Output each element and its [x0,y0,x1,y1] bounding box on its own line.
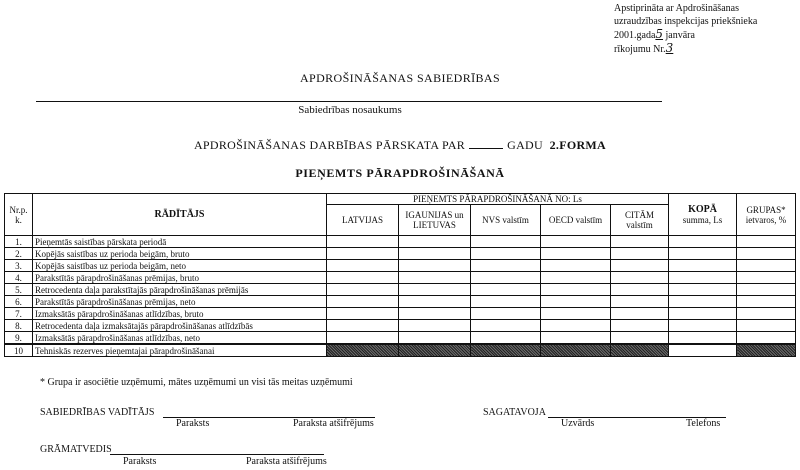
header-kopa-sub: summa, Ls [682,215,723,225]
input-cell-kopa[interactable] [669,284,737,296]
input-cell-kopa[interactable] [669,344,737,357]
header-nvs: NVS valstīm [471,205,541,236]
header-oecd: OECD valstīm [541,205,611,236]
input-cell-igaunijas[interactable] [399,332,471,345]
row-number: 8. [5,320,33,332]
input-cell-kopa[interactable] [669,236,737,248]
shaded-cell-igaunijas [399,344,471,357]
input-cell-oecd[interactable] [541,260,611,272]
input-cell-kopa[interactable] [669,332,737,345]
row-number: 3. [5,260,33,272]
row-label: Pieņemtās saistības pārskata periodā [33,236,327,248]
input-cell-citam[interactable] [611,272,669,284]
input-cell-citam[interactable] [611,308,669,320]
header-accepted-from: PIEŅEMTS PĀRAPDROŠINĀŠANĀ NO: Ls [327,194,669,205]
input-cell-kopa[interactable] [669,248,737,260]
company-name-line[interactable] [36,101,662,102]
input-cell-nvs[interactable] [471,320,541,332]
table-row [5,296,796,308]
accountant-decoded-caption: Paraksta atšifrējums [246,456,327,467]
input-cell-grupas[interactable] [737,308,796,320]
header-raditajs: RĀDĪTĀJS [33,194,327,236]
approval-line-3 [614,28,757,42]
table-row [5,284,796,296]
input-cell-oecd[interactable] [541,320,611,332]
input-cell-grupas[interactable] [737,248,796,260]
table-row [5,236,796,248]
input-cell-citam[interactable] [611,332,669,345]
input-cell-citam[interactable] [611,320,669,332]
report-title-prefix: APDROŠINĀŠANAS DARBĪBAS PĀRSKATA PAR [193,138,466,152]
input-cell-nvs[interactable] [471,308,541,320]
preparer-phone-caption: Telefons [686,418,721,429]
approval-line-2: uzraudzības inspekcijas priekšnieka [614,16,758,27]
input-cell-grupas[interactable] [737,320,796,332]
input-cell-kopa[interactable] [669,320,737,332]
input-cell-nvs[interactable] [471,296,541,308]
input-cell-latvijas[interactable] [327,320,399,332]
input-cell-latvijas[interactable] [327,308,399,320]
input-cell-igaunijas[interactable] [399,284,471,296]
input-cell-latvijas[interactable] [327,236,399,248]
manager-decoded-caption: Paraksta atšifrējums [293,418,374,429]
input-cell-nvs[interactable] [471,236,541,248]
manager-label: SABIEDRĪBAS VADĪTĀJS [40,407,155,418]
table-row [5,344,796,357]
table-row [5,260,796,272]
approval-order-prefix: rīkojumu Nr. [614,44,666,55]
table-row [5,248,796,260]
form-number: 2.FORMA [549,138,607,152]
row-label: Izmaksātās pārapdrošināšanas atlīdzības, neto [33,332,327,345]
input-cell-oecd[interactable] [541,248,611,260]
input-cell-igaunijas[interactable] [399,248,471,260]
accountant-signature-caption: Paraksts [123,456,157,467]
row-number: 9. [5,332,33,345]
accountant-signature-line[interactable] [110,454,324,455]
approval-line-1: Apstiprināta ar Apdrošināšanas [614,3,739,14]
row-label: Izmaksātās pārapdrošināšanas atlīdzības, bruto [33,308,327,320]
row-number: 4. [5,272,33,284]
shaded-cell-nvs [471,344,541,357]
input-cell-igaunijas[interactable] [399,320,471,332]
input-cell-nvs[interactable] [471,260,541,272]
row-number: 10 [5,344,33,357]
input-cell-citam[interactable] [611,296,669,308]
company-name-caption: Sabiedrības nosaukums [298,104,402,116]
input-cell-grupas[interactable] [737,260,796,272]
input-cell-igaunijas[interactable] [399,236,471,248]
input-cell-latvijas[interactable] [327,248,399,260]
row-label: Parakstītās pārapdrošināšanas prēmijas, bruto [33,272,327,284]
input-cell-citam[interactable] [611,284,669,296]
input-cell-latvijas[interactable] [327,296,399,308]
input-cell-kopa[interactable] [669,296,737,308]
input-cell-oecd[interactable] [541,332,611,345]
input-cell-nvs[interactable] [471,284,541,296]
input-cell-igaunijas[interactable] [399,272,471,284]
input-cell-citam[interactable] [611,248,669,260]
row-number: 7. [5,308,33,320]
row-label: Kopējās saistības uz perioda beigām, bruto [33,248,327,260]
input-cell-latvijas[interactable] [327,284,399,296]
input-cell-nvs[interactable] [471,272,541,284]
footnote: * Grupa ir asociētie uzņēmumi, mātes uzņēmumi un visi tās meitas uzņēmumi [40,377,353,388]
company-heading: APDROŠINĀŠANAS SABIEDRĪBAS [299,71,501,85]
row-number: 5. [5,284,33,296]
preparer-label: SAGATAVOJA [483,407,546,418]
table-row [5,332,796,345]
header-kopa-title: KOPĀ [688,204,717,215]
year-blank[interactable] [469,137,503,149]
input-cell-oecd[interactable] [541,296,611,308]
input-cell-oecd[interactable] [541,236,611,248]
approval-line-4 [614,42,757,56]
row-label: Tehniskās rezerves pieņemtajai pārapdrošināšanai [33,344,327,357]
approval-order-number: 3 [665,41,674,55]
header-igaunijas: IGAUNIJAS un LIETUVAS [399,205,471,236]
approval-day: 5 [655,27,664,41]
reinsurance-table [4,193,796,357]
row-number: 6. [5,296,33,308]
row-label: Retrocedenta daļa izmaksātajās pārapdrošināšanas atlīdzībās [33,320,327,332]
input-cell-latvijas[interactable] [327,332,399,345]
row-number: 1. [5,236,33,248]
input-cell-kopa[interactable] [669,308,737,320]
header-citam: CITĀM valstīm [611,205,669,236]
input-cell-citam[interactable] [611,236,669,248]
shaded-cell-citam [611,344,669,357]
header-kopa [669,194,737,236]
input-cell-nvs[interactable] [471,248,541,260]
input-cell-oecd[interactable] [541,272,611,284]
row-label: Parakstītās pārapdrošināšanas prēmijas, neto [33,296,327,308]
approval-note [614,2,757,56]
row-label: Kopējās saistības uz perioda beigām, neto [33,260,327,272]
header-latvijas: LATVIJAS [327,205,399,236]
section-title: PIEŅEMTS PĀRAPDROŠINĀŠANĀ [295,166,505,180]
row-number: 2. [5,248,33,260]
shaded-cell-grupas [737,344,796,357]
input-cell-grupas[interactable] [737,236,796,248]
table-row [5,308,796,320]
input-cell-grupas[interactable] [737,284,796,296]
report-title [0,137,800,153]
approval-month: janvāra [665,30,695,41]
input-cell-igaunijas[interactable] [399,260,471,272]
row-label: Retrocedenta daļa parakstītajās pārapdrošināšanas prēmijās [33,284,327,296]
approval-date-prefix: 2001.gada [614,30,656,41]
input-cell-nvs[interactable] [471,332,541,345]
input-cell-grupas[interactable] [737,296,796,308]
report-title-mid: GADU [507,138,543,152]
input-cell-kopa[interactable] [669,272,737,284]
input-cell-grupas[interactable] [737,332,796,345]
shaded-cell-oecd [541,344,611,357]
accountant-label: GRĀMATVEDIS [40,444,112,455]
input-cell-kopa[interactable] [669,260,737,272]
header-grupas-title: GRUPAS* [746,204,786,215]
header-nr: Nr.p. k. [5,194,33,236]
input-cell-latvijas[interactable] [327,260,399,272]
table-row [5,272,796,284]
manager-signature-caption: Paraksts [176,418,210,429]
input-cell-citam[interactable] [611,260,669,272]
input-cell-latvijas[interactable] [327,272,399,284]
input-cell-oecd[interactable] [541,284,611,296]
input-cell-igaunijas[interactable] [399,296,471,308]
input-cell-grupas[interactable] [737,272,796,284]
input-cell-igaunijas[interactable] [399,308,471,320]
input-cell-oecd[interactable] [541,308,611,320]
header-grupas [737,194,796,236]
header-grupas-sub: ietvaros, % [745,214,787,225]
preparer-surname-caption: Uzvārds [561,418,595,429]
shaded-cell-latvijas [327,344,399,357]
table-row [5,320,796,332]
